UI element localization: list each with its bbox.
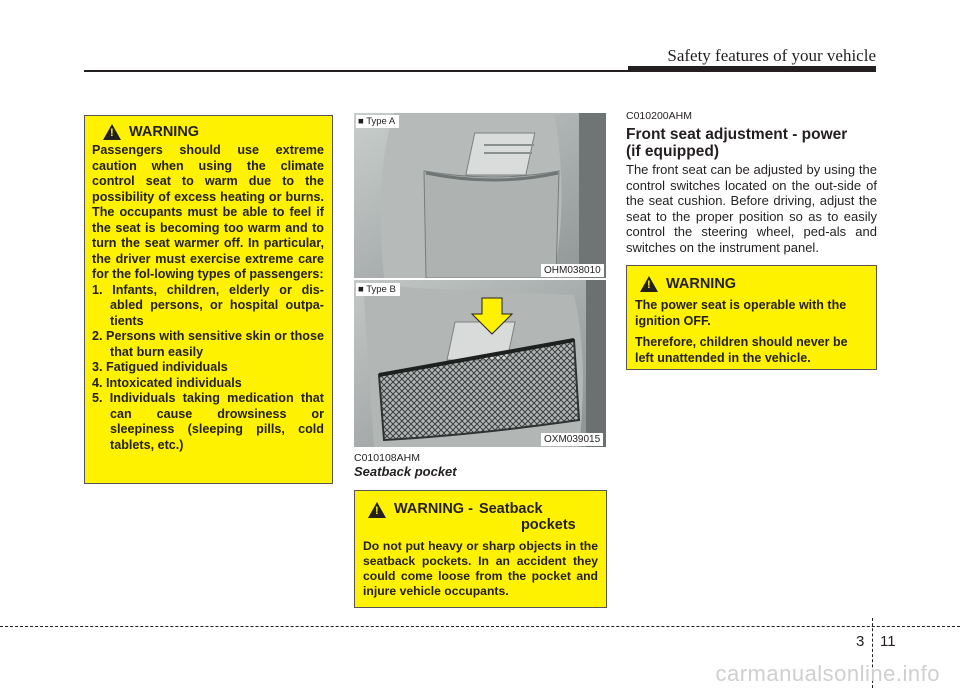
warning-paragraph: Therefore, children should never be left unattended in the vehicle.: [635, 335, 848, 365]
warning-heading: [363, 501, 598, 533]
power-seat-description: The front seat can be adjusted by using the control switches located on the out-side of the seat cushion. Before driving, adjust the seat to the proper position so as to easily control the steering wheel, ped-als and switches on the instrument panel.: [626, 162, 877, 255]
warning-body: [635, 298, 868, 366]
warning-triangle-icon: [103, 124, 121, 140]
watermark: carmanualsonline.info: [715, 661, 940, 686]
seatback-pocket-warning-box: [354, 490, 607, 608]
warning-subtitle: [479, 501, 576, 533]
warning-paragraph: The power seat is operable with the ignition OFF.: [635, 298, 847, 328]
list-item: 3. Fatigued individuals: [92, 360, 228, 374]
seatback-section-code: C010108AHM: [354, 452, 420, 464]
warning-title: WARNING: [129, 124, 200, 140]
climate-seat-warning-box: [84, 115, 333, 484]
list-item: 1. Infants, children, elderly or dis-abled persons, or hospital outpa-tients: [92, 282, 324, 328]
warning-title: WARNING: [666, 276, 737, 292]
seatback-pocket-illustration-b: [354, 280, 606, 447]
warning-subtitle-line-1: Seatback: [478, 501, 543, 517]
power-seat-title-line-1: Front seat adjustment - power: [626, 126, 848, 143]
page-number: 11: [880, 632, 896, 650]
section-title: Safety features of your vehicle: [667, 46, 876, 65]
type-a-label: ■ Type A: [356, 115, 399, 128]
warning-triangle-icon: [640, 276, 658, 292]
power-seat-title-line-2: (if equipped): [626, 143, 719, 160]
chapter-number: 3: [856, 632, 865, 650]
seatback-pocket-photo-type-b: [354, 280, 606, 447]
warning-title: WARNING -: [394, 501, 473, 517]
seatback-section-title: Seatback pocket: [354, 464, 457, 479]
passenger-list: [92, 283, 324, 454]
warning-subtitle-line-2: pockets: [520, 517, 576, 533]
power-seat-section-title: [626, 126, 847, 160]
header-rule: [84, 70, 876, 72]
list-item: 2. Persons with sensitive skin or those that burn easily: [92, 329, 324, 359]
seatback-pocket-illustration-a: [354, 113, 606, 278]
warning-body: Passengers should use extreme caution when using the climate control seat to warm due to the possibility of excess heating or burns. The occupants must be able to feel if the seat is becoming too warm and to turn the seat warmer off. In particular, the driver must exercise extreme care for the fol-lowing types of passengers:: [92, 143, 324, 281]
list-item: 5. Individuals taking medication that can cause drowsiness or sleepiness (sleeping pills, cold tablets, etc.): [92, 391, 324, 452]
seatback-pocket-photo-type-a: [354, 113, 606, 278]
type-a-figure-code: OHM038010: [541, 264, 604, 277]
warning-triangle-icon: [368, 502, 386, 518]
list-item: 4. Intoxicated individuals: [92, 375, 242, 390]
warning-heading: [635, 276, 868, 292]
type-b-label: ■ Type B: [356, 283, 400, 296]
warning-heading: [103, 124, 324, 140]
footer-rule: [0, 626, 960, 627]
warning-body: Do not put heavy or sharp objects in the seatback pockets. In an accident they could come loose from the pocket and injure vehicle occupants.: [363, 539, 598, 598]
power-seat-section-code: C010200AHM: [626, 110, 692, 122]
power-seat-warning-box: [626, 265, 877, 370]
type-b-figure-code: OXM039015: [541, 433, 603, 446]
